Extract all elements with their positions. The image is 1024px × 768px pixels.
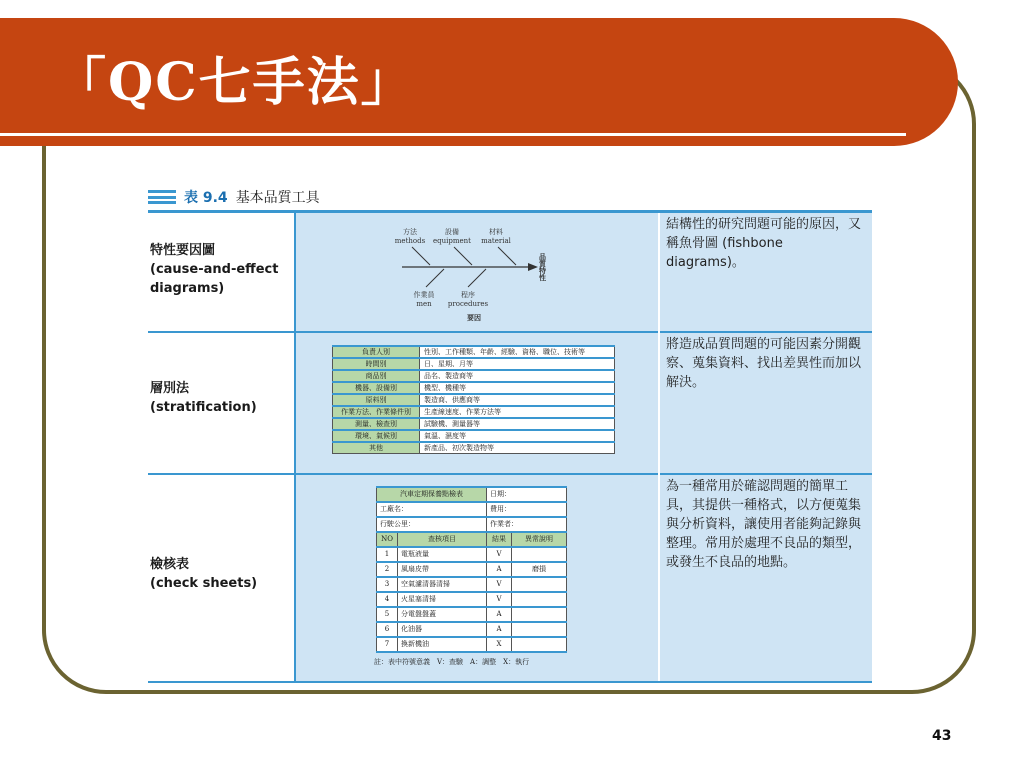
header-no: NO xyxy=(377,532,398,547)
header-item: 查核項目 xyxy=(398,532,487,547)
cause-label-zh: 設備 xyxy=(445,228,459,236)
check-sheet-figure-cell xyxy=(295,474,659,682)
cause-label-zh: 程序 xyxy=(461,291,475,299)
cause-label-en: procedures xyxy=(447,300,489,308)
strat-category: 作業方法、作業條件別 xyxy=(333,406,420,418)
caption-bars-icon xyxy=(148,190,176,204)
table-caption xyxy=(148,186,320,208)
check-item: 換新機油 xyxy=(398,637,487,652)
check-sheet-distance: 行駛公里： xyxy=(377,517,487,532)
table-row xyxy=(148,474,872,682)
stratification-row xyxy=(333,442,615,454)
strat-category: 環境、氣候別 xyxy=(333,430,420,442)
stratification-row xyxy=(333,430,615,442)
cause-label-en: methods xyxy=(394,237,426,245)
title-underline xyxy=(0,133,906,136)
check-sheet-cost: 費用： xyxy=(487,502,567,517)
check-sheet-row xyxy=(377,592,567,607)
strat-examples: 生產線速度、作業方法等 xyxy=(420,406,615,418)
tool-name-en-cont: diagrams) xyxy=(150,281,225,296)
fishbone-figure-cell xyxy=(295,212,659,333)
stratification-row xyxy=(333,406,615,418)
caption-number: 表 9.4 xyxy=(184,190,228,206)
check-sheet-row xyxy=(377,637,567,652)
check-no: 1 xyxy=(377,547,398,562)
strat-category: 其他 xyxy=(333,442,420,454)
check-item: 電瓶液量 xyxy=(398,547,487,562)
check-note xyxy=(512,547,567,562)
strat-category: 原料別 xyxy=(333,394,420,406)
check-note: 磨損 xyxy=(512,562,567,577)
tool-name-en: (cause-and-effect xyxy=(150,262,279,277)
tool-name xyxy=(148,333,294,417)
check-item: 火星塞清掃 xyxy=(398,592,487,607)
cause-label-zh: 作業員 xyxy=(413,291,435,299)
stratification-row xyxy=(333,418,615,430)
tool-name-zh: 特性要因圖 xyxy=(150,243,216,258)
tool-name-en: (stratification) xyxy=(150,400,257,415)
strat-category: 機器、設備別 xyxy=(333,382,420,394)
check-item: 風扇皮帶 xyxy=(398,562,487,577)
check-no: 6 xyxy=(377,622,398,637)
check-no: 3 xyxy=(377,577,398,592)
check-result: V xyxy=(487,577,512,592)
check-sheet-operator: 作業者： xyxy=(487,517,567,532)
check-note xyxy=(512,592,567,607)
cause-label-zh: 方法 xyxy=(403,228,417,236)
check-result: V xyxy=(487,592,512,607)
cause-bone xyxy=(468,269,486,287)
check-no: 7 xyxy=(377,637,398,652)
cause-bone xyxy=(426,269,444,287)
fishbone-diagram xyxy=(296,213,658,327)
header-result: 結果 xyxy=(487,532,512,547)
check-sheet-footnote: 註：表中符號意義 V：查驗 A：調整 X：執行 xyxy=(374,658,530,666)
check-sheet-table xyxy=(376,486,567,653)
check-item: 空氣濾清器清掃 xyxy=(398,577,487,592)
check-note xyxy=(512,622,567,637)
tool-name xyxy=(148,475,294,593)
stratification-table xyxy=(332,345,615,454)
check-sheet-row xyxy=(377,622,567,637)
stratification-row xyxy=(333,382,615,394)
stratification-row xyxy=(333,394,615,406)
check-no: 2 xyxy=(377,562,398,577)
caption-title: 基本品質工具 xyxy=(235,190,320,206)
check-note xyxy=(512,607,567,622)
table-row xyxy=(148,332,872,474)
factors-label: 要因 xyxy=(467,313,481,322)
strat-examples: 新產品、初次製造物等 xyxy=(420,442,615,454)
cause-label-en: equipment xyxy=(433,237,471,245)
strat-category: 負責人別 xyxy=(333,346,420,358)
check-sheet-row xyxy=(377,547,567,562)
strat-category: 時間別 xyxy=(333,358,420,370)
check-result: A xyxy=(487,622,512,637)
strat-examples: 品名、製造商等 xyxy=(420,370,615,382)
check-item: 分電盤盤蓋 xyxy=(398,607,487,622)
stratification-row xyxy=(333,370,615,382)
check-result: V xyxy=(487,547,512,562)
stratification-row xyxy=(333,346,615,358)
tool-description: 將造成品質問題的可能因素分開觀察、蒐集資料、找出差異性而加以解決。 xyxy=(666,337,862,390)
effect-label: 品質特性 xyxy=(538,253,548,281)
cause-label-zh: 材料 xyxy=(489,228,503,236)
quality-tools-table xyxy=(148,210,872,683)
check-no: 4 xyxy=(377,592,398,607)
check-no: 5 xyxy=(377,607,398,622)
check-item: 化油器 xyxy=(398,622,487,637)
tool-name-zh: 檢核表 xyxy=(150,557,190,572)
tool-description: 結構性的研究問題可能的原因，又稱魚骨圖 (fishbone diagrams)。 xyxy=(666,217,862,270)
strat-category: 測量、檢查別 xyxy=(333,418,420,430)
check-result: A xyxy=(487,562,512,577)
stratification-figure-cell xyxy=(295,332,659,474)
page-number: 43 xyxy=(932,728,952,744)
strat-category: 商品別 xyxy=(333,370,420,382)
check-sheet-row xyxy=(377,607,567,622)
check-sheet-date: 日期： xyxy=(487,487,567,502)
tool-description: 為一種常用於確認問題的簡單工具，其提供一種格式，以方便蒐集與分析資料，讓使用者能夠記錄與整理。常用於處理不良品的類型，或發生不良品的地點。 xyxy=(666,479,862,570)
spine-arrowhead xyxy=(528,263,538,271)
check-sheet-title: 汽車定期保養點檢表 xyxy=(377,487,487,502)
strat-examples: 製造商、供應商等 xyxy=(420,394,615,406)
check-result: A xyxy=(487,607,512,622)
check-note xyxy=(512,577,567,592)
strat-examples: 性別、工作種類、年齡、經驗、資格、職位、技術等 xyxy=(420,346,615,358)
tool-name-zh: 層別法 xyxy=(150,381,190,396)
slide-title: 「QC七手法」 xyxy=(54,52,415,113)
tool-name xyxy=(148,213,294,298)
strat-examples: 機型、機種等 xyxy=(420,382,615,394)
tool-name-en: (check sheets) xyxy=(150,576,258,591)
check-note xyxy=(512,637,567,652)
strat-examples: 日、星期、月等 xyxy=(420,358,615,370)
strat-examples: 試驗機、測量器等 xyxy=(420,418,615,430)
cause-bone xyxy=(454,247,472,265)
cause-bone xyxy=(498,247,516,265)
cause-label-en: men xyxy=(416,300,432,308)
check-result: X xyxy=(487,637,512,652)
stratification-row xyxy=(333,358,615,370)
table-row xyxy=(148,212,872,333)
cause-bone xyxy=(412,247,430,265)
header-note: 異常說明 xyxy=(512,532,567,547)
check-sheet-factory: 工廠名： xyxy=(377,502,487,517)
cause-label-en: material xyxy=(481,237,511,245)
check-sheet-row xyxy=(377,562,567,577)
check-sheet-row xyxy=(377,577,567,592)
strat-examples: 氣溫、濕度等 xyxy=(420,430,615,442)
